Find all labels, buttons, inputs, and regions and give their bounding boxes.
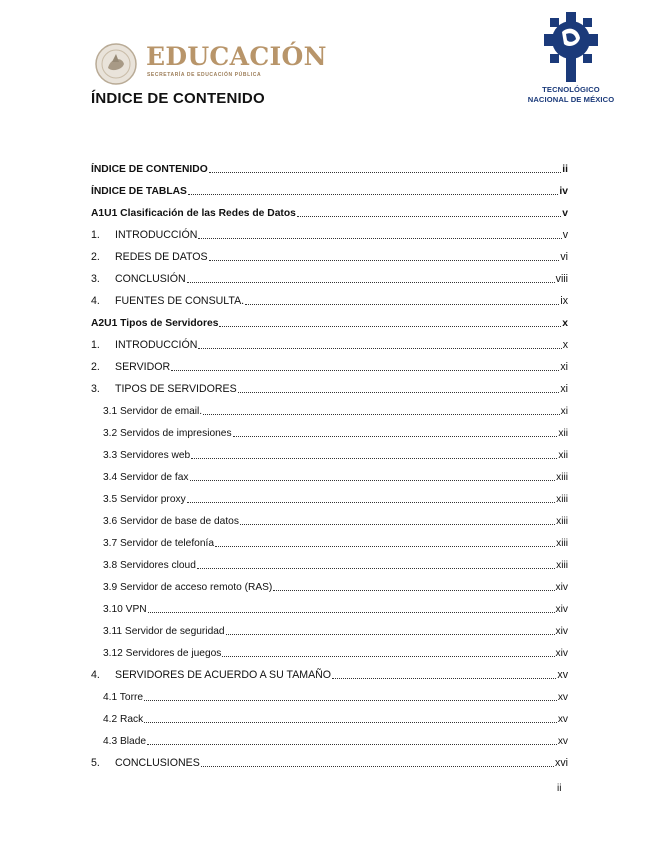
- toc-entry-label: CONCLUSIÓN: [115, 273, 186, 285]
- toc-entry-label: REDES DE DATOS: [115, 251, 208, 263]
- page-number: ii: [557, 783, 562, 794]
- toc-entry-page: xii: [558, 450, 568, 461]
- toc-entry[interactable]: [91, 198, 568, 220]
- toc-entry[interactable]: [91, 638, 568, 660]
- toc-entry-page: viii: [555, 273, 568, 285]
- toc-dot-leader: [226, 633, 555, 635]
- toc-dot-leader: [201, 765, 554, 767]
- toc-entry[interactable]: [91, 682, 568, 704]
- tecnm-emblem-icon: [544, 12, 598, 82]
- toc-dot-leader: [273, 589, 554, 591]
- toc-entry-number: 2.: [91, 361, 100, 373]
- toc-entry-label: 4.2 Rack: [103, 714, 144, 725]
- toc-entry-label: 4.1 Torre: [103, 692, 144, 703]
- toc-entry-page: xi: [560, 406, 568, 417]
- toc-entry-page: vi: [560, 251, 568, 263]
- toc-entry[interactable]: [91, 242, 568, 264]
- educacion-logo: [94, 40, 327, 86]
- toc-dot-leader: [191, 457, 557, 459]
- toc-entry-page: xiv: [555, 626, 568, 637]
- toc-entry[interactable]: [91, 660, 568, 682]
- toc-entry-page: xiv: [555, 648, 568, 659]
- toc-entry-page: xv: [557, 692, 568, 703]
- toc-entry[interactable]: [91, 154, 568, 176]
- toc-entry-page: xiv: [555, 604, 568, 615]
- toc-entry-page: v: [562, 229, 568, 241]
- toc-entry-page: iv: [559, 186, 568, 197]
- toc-entry[interactable]: [91, 176, 568, 198]
- toc-entry-number: 3.: [91, 383, 100, 395]
- toc-dot-leader: [198, 237, 561, 239]
- toc-entry-page: xiv: [555, 582, 568, 593]
- toc-entry-label: SERVIDOR: [115, 361, 171, 373]
- toc-dot-leader: [238, 391, 560, 393]
- toc-entry-label: 3.4 Servidor de fax: [103, 472, 189, 483]
- toc-dot-leader: [171, 369, 559, 371]
- toc-entry-page: xiii: [556, 516, 568, 527]
- toc-entry[interactable]: [91, 506, 568, 528]
- toc-dot-leader: [209, 171, 562, 173]
- toc-entry[interactable]: [91, 286, 568, 308]
- toc-entry-label: A2U1 Tipos de Servidores: [91, 318, 219, 329]
- toc-entry-page: xvi: [555, 757, 568, 769]
- toc-dot-leader: [198, 347, 561, 349]
- toc-entry[interactable]: [91, 594, 568, 616]
- educacion-wordmark: EDUCACIÓN: [146, 42, 327, 71]
- toc-entry[interactable]: [91, 374, 568, 396]
- toc-entry-page: xiii: [556, 472, 568, 483]
- toc-entry-number: 4.: [91, 295, 100, 307]
- toc-entry-page: xv: [557, 736, 568, 747]
- toc-entry-label: ÍNDICE DE CONTENIDO: [91, 164, 208, 175]
- page-title: ÍNDICE DE CONTENIDO: [91, 90, 265, 107]
- toc-dot-leader: [233, 435, 558, 437]
- toc-entry-label: INTRODUCCIÓN: [115, 339, 198, 351]
- toc-entry-label: 3.2 Servidos de impresiones: [103, 428, 232, 439]
- toc-entry-label: 3.8 Servidores cloud: [103, 560, 196, 571]
- toc-entry[interactable]: [91, 726, 568, 748]
- toc-dot-leader: [197, 567, 555, 569]
- toc-entry-label: 3.6 Servidor de base de datos: [103, 516, 239, 527]
- toc-dot-leader: [222, 655, 554, 657]
- toc-entry-label: 3.9 Servidor de acceso remoto (RAS): [103, 582, 273, 593]
- toc-entry-label: SERVIDORES DE ACUERDO A SU TAMAÑO: [115, 669, 332, 681]
- toc-entry-label: 3.1 Servidor de email.: [103, 406, 203, 417]
- toc-dot-leader: [190, 479, 556, 481]
- toc-entry-label: 3.11 Servidor de seguridad: [103, 626, 225, 637]
- toc-dot-leader: [245, 303, 559, 305]
- toc-entry-page: v: [562, 208, 568, 219]
- toc-entry-number: 1.: [91, 229, 100, 241]
- toc-entry-page: xii: [558, 428, 568, 439]
- toc-entry[interactable]: [91, 440, 568, 462]
- toc-entry-page: xi: [560, 361, 568, 373]
- toc-entry-page: xiii: [556, 538, 568, 549]
- toc-entry-label: INTRODUCCIÓN: [115, 229, 198, 241]
- toc-entry[interactable]: [91, 220, 568, 242]
- toc-entry-label: 3.5 Servidor proxy: [103, 494, 186, 505]
- toc-entry[interactable]: [91, 616, 568, 638]
- toc-entry-label: 4.3 Blade: [103, 736, 147, 747]
- mexico-seal-icon: [94, 42, 138, 86]
- toc-entry-page: x: [562, 339, 568, 351]
- toc-dot-leader: [332, 677, 556, 679]
- toc-dot-leader: [297, 215, 561, 217]
- toc-entry[interactable]: [91, 330, 568, 352]
- toc-entry-label: 3.3 Servidores web: [103, 450, 191, 461]
- toc-entry-number: 4.: [91, 669, 100, 681]
- toc-entry-number: 5.: [91, 757, 100, 769]
- toc-entry-label: 3.7 Servidor de telefonía: [103, 538, 215, 549]
- toc-dot-leader: [219, 325, 561, 327]
- toc-dot-leader: [187, 501, 555, 503]
- toc-entry[interactable]: [91, 352, 568, 374]
- toc-dot-leader: [187, 281, 555, 283]
- toc-entry[interactable]: [91, 484, 568, 506]
- toc-entry-page: ix: [560, 295, 568, 307]
- educacion-subtitle: SECRETARÍA DE EDUCACIÓN PÚBLICA: [147, 72, 262, 78]
- tecnm-line1: TECNOLÓGICO: [542, 85, 600, 94]
- toc-dot-leader: [240, 523, 555, 525]
- toc-entry-label: 3.12 Servidores de juegos: [103, 648, 222, 659]
- tecnm-line2: NACIONAL DE MÉXICO: [527, 95, 615, 104]
- toc-dot-leader: [209, 259, 560, 261]
- toc-entry-page: xiii: [556, 560, 568, 571]
- toc-entry-page: xv: [557, 669, 568, 681]
- tecnm-logo: [518, 12, 624, 112]
- toc-entry-number: 3.: [91, 273, 100, 285]
- toc-entry-label: A1U1 Clasificación de las Redes de Datos: [91, 208, 296, 219]
- toc-entry-page: xv: [557, 714, 568, 725]
- toc-entry-label: 3.10 VPN: [103, 604, 147, 615]
- toc-entry-label: FUENTES DE CONSULTA.: [115, 295, 245, 307]
- toc-entry[interactable]: [91, 748, 568, 770]
- toc-entry-number: 1.: [91, 339, 100, 351]
- toc-entry[interactable]: [91, 264, 568, 286]
- toc-dot-leader: [203, 413, 560, 415]
- table-of-contents: [91, 154, 568, 770]
- toc-entry-page: xi: [560, 383, 568, 395]
- toc-entry-number: 2.: [91, 251, 100, 263]
- toc-entry[interactable]: [91, 396, 568, 418]
- toc-dot-leader: [148, 611, 555, 613]
- toc-dot-leader: [147, 743, 557, 745]
- toc-entry[interactable]: [91, 528, 568, 550]
- toc-entry[interactable]: [91, 308, 568, 330]
- toc-entry-label: TIPOS DE SERVIDORES: [115, 383, 237, 395]
- toc-entry-page: xiii: [556, 494, 568, 505]
- toc-entry-label: CONCLUSIONES: [115, 757, 200, 769]
- toc-dot-leader: [215, 545, 555, 547]
- toc-dot-leader: [144, 721, 557, 723]
- toc-entry[interactable]: [91, 418, 568, 440]
- toc-dot-leader: [188, 193, 558, 195]
- toc-entry[interactable]: [91, 550, 568, 572]
- toc-entry[interactable]: [91, 704, 568, 726]
- toc-entry[interactable]: [91, 462, 568, 484]
- toc-entry[interactable]: [91, 572, 568, 594]
- toc-dot-leader: [144, 699, 557, 701]
- toc-entry-page: x: [562, 318, 568, 329]
- toc-entry-page: ii: [562, 164, 568, 175]
- toc-entry-label: ÍNDICE DE TABLAS: [91, 186, 187, 197]
